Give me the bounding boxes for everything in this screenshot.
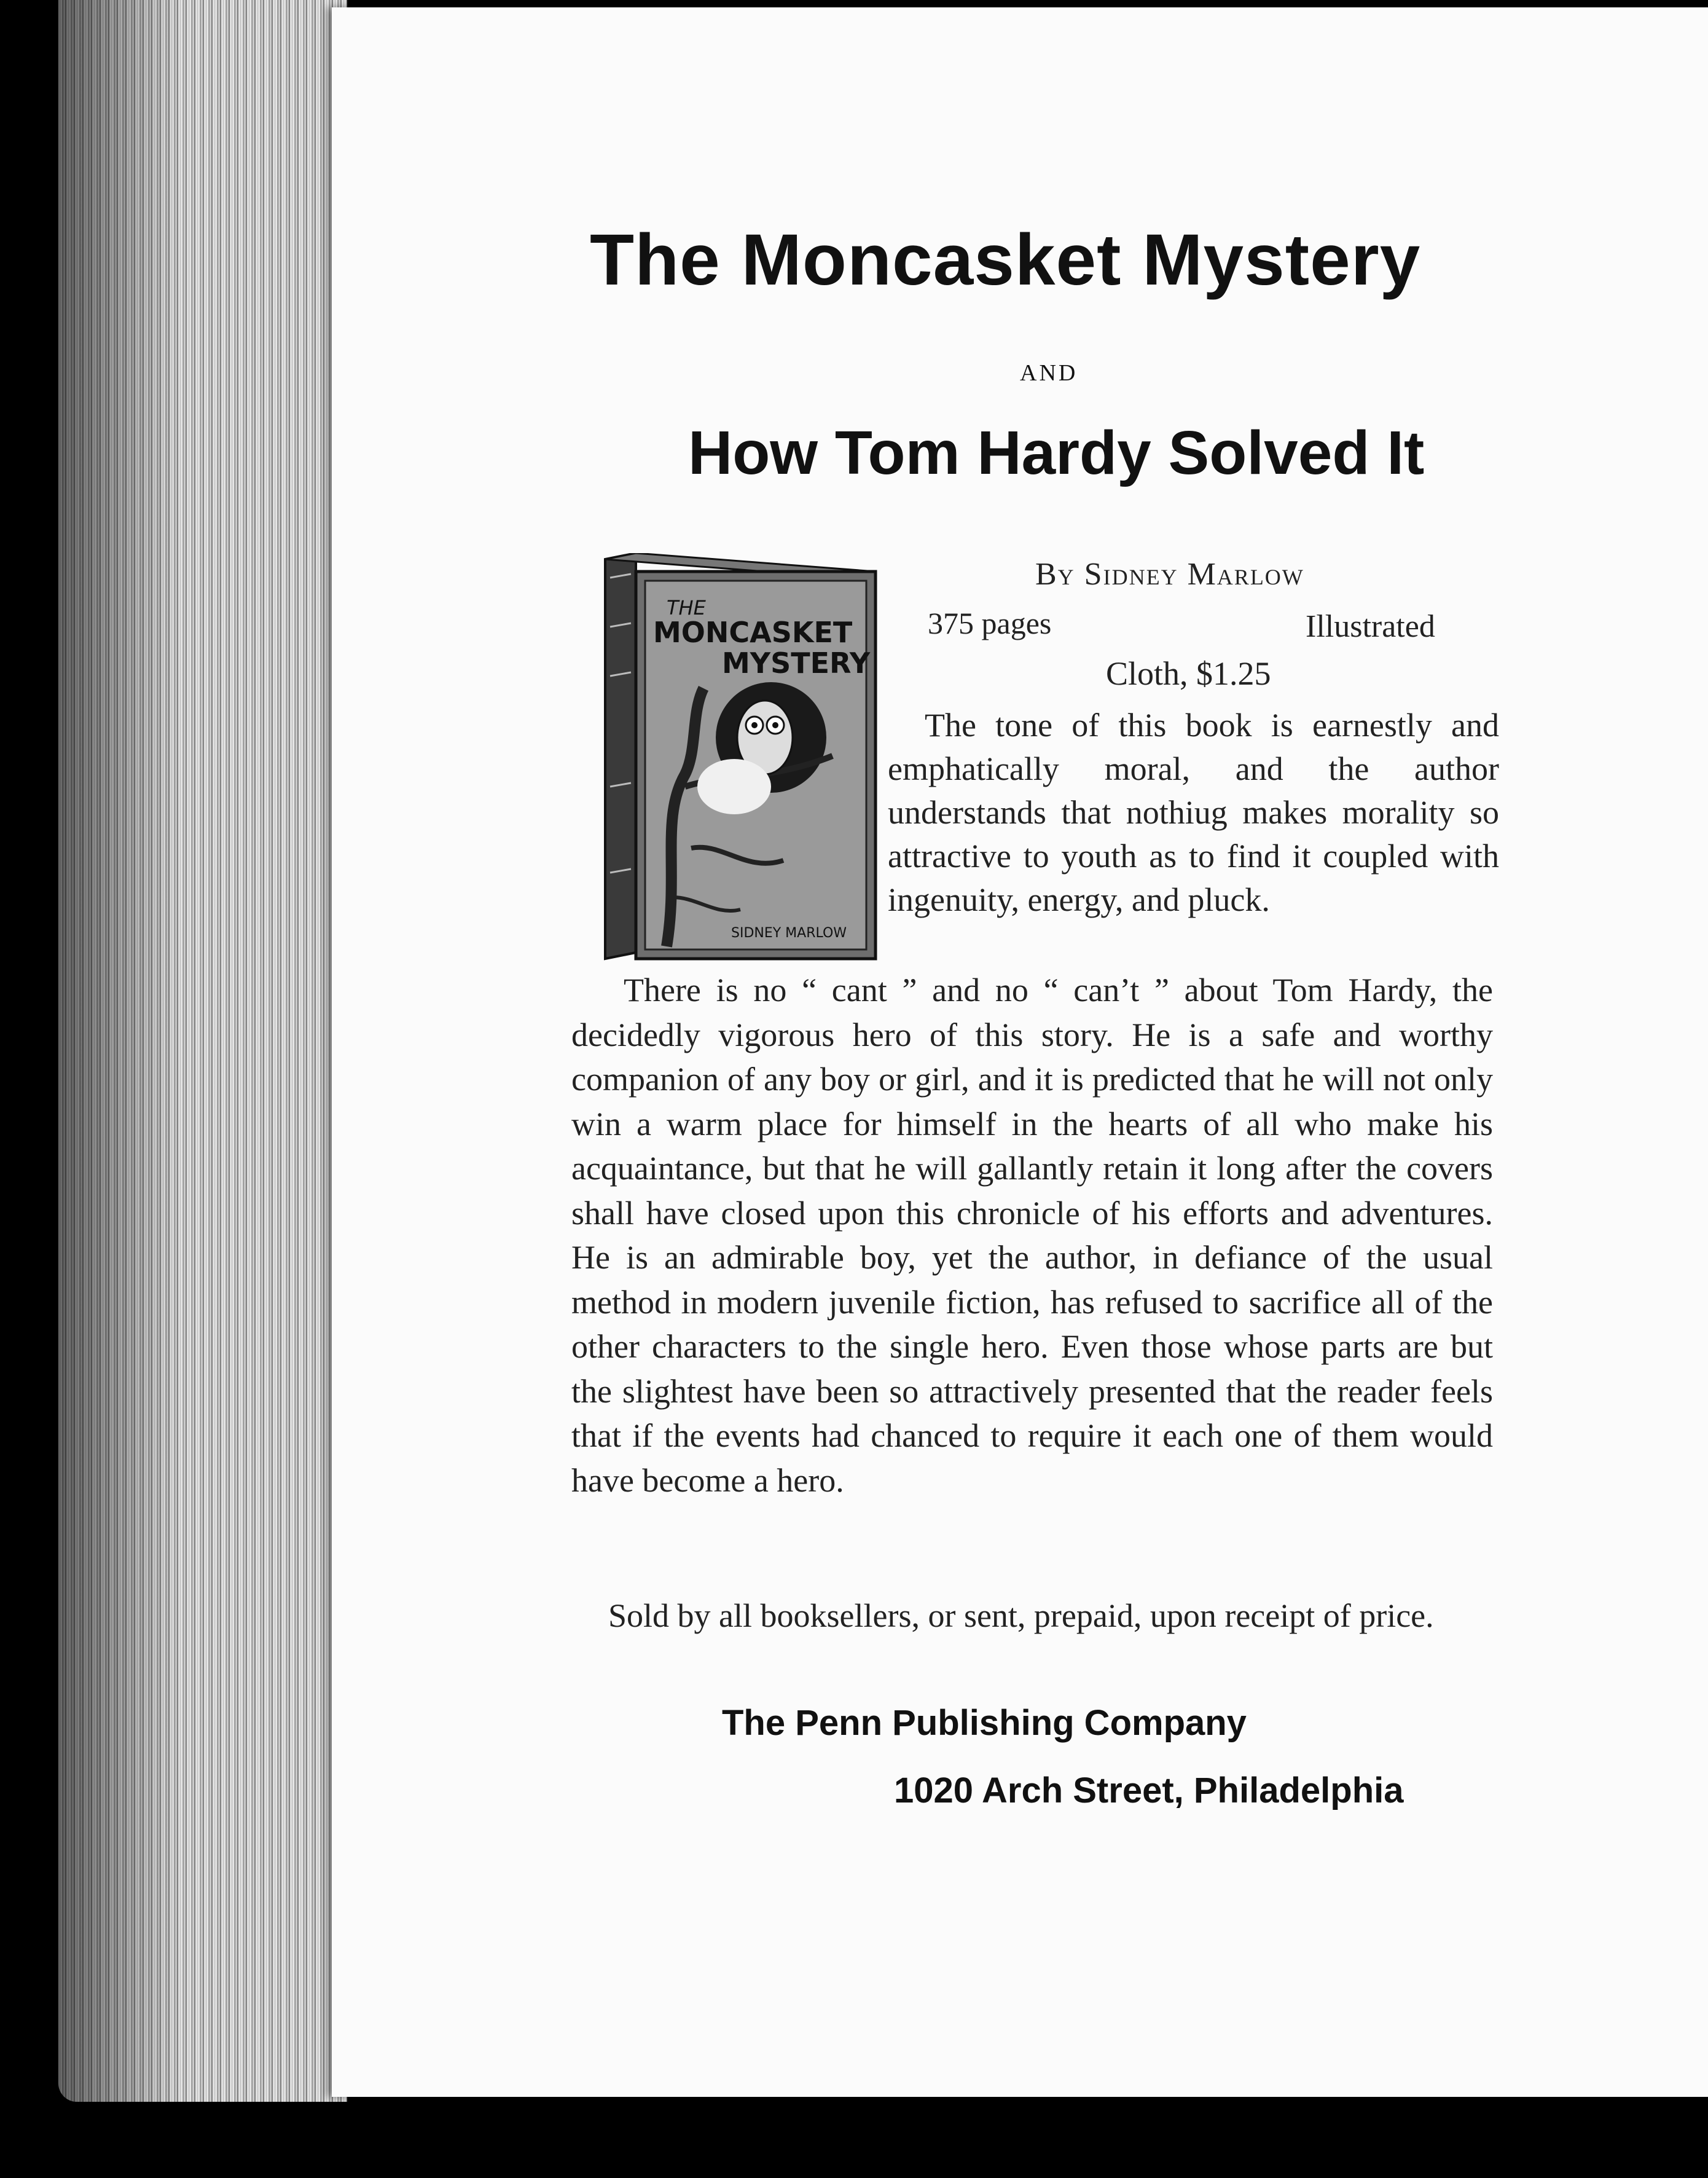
page-count: 375 pages: [928, 606, 1052, 640]
book-edge-shadow: [58, 0, 181, 2102]
publisher-address: 1020 Arch Street, Philadelphia: [894, 1771, 1404, 1810]
cover-author: SIDNEY MARLOW: [731, 926, 847, 941]
book-cover-illustration: [599, 553, 882, 962]
cover-title-line-2: MONCASKET: [653, 616, 853, 649]
book-subtitle: How Tom Hardy Solved It: [688, 419, 1425, 487]
description-paragraph-1: The tone of this book is earnestly and emphatically moral, and the author understands that nothiug makes morality so attractive to youth as to find it coupled with ingenuity, energy, and pluck.: [888, 707, 1499, 918]
author-byline: By Sidney Marlow: [1035, 557, 1304, 592]
book-title: The Moncasket Mystery: [590, 219, 1421, 301]
cover-title-line-3: MYSTERY: [722, 647, 871, 680]
publisher-name: The Penn Publishing Company: [722, 1703, 1247, 1743]
description-paragraph-2: There is no “ cant ” and no “ can’t ” about Tom Hardy, the decidedly vigorous hero of this story. He is a safe and worthy companion of any boy or girl, and it is predicted that he will not only win a warm place for himself in the hearts of all who make his acquaintance, but that he will gallantly retain it long after the covers shall have closed upon this chronicle of his efforts and adventures. He is an admirable boy, yet the author, in defiance of the usual method in modern juvenile fiction, has refused to sacrifice all of the other characters to the single hero. Even those whose parts are but the slightest have been so attractively presented that the reader feels that if the events had chanced to require it each one of them would have become a hero.: [571, 972, 1493, 1499]
cover-title-line-1: THE: [667, 596, 706, 619]
title-conjunction: AND: [1020, 360, 1078, 386]
illustrated-label: Illustrated: [1306, 609, 1435, 644]
scan-border: [0, 2108, 1708, 2178]
price: Cloth, $1.25: [1106, 655, 1271, 692]
description-paragraph-3: Sold by all booksellers, or sent, prepaid, upon receipt of price.: [608, 1597, 1434, 1634]
